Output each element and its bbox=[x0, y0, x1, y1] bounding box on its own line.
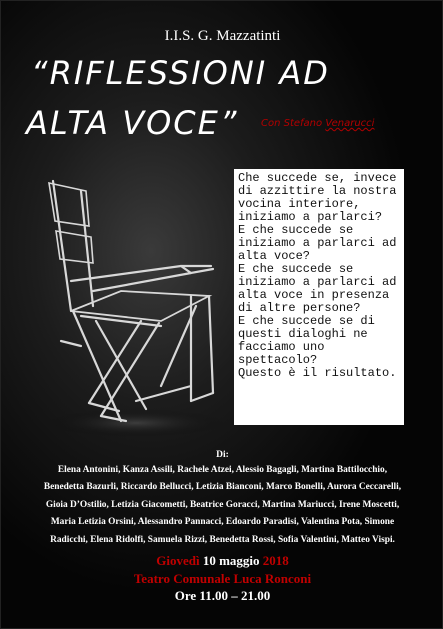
cast-line: Radicchi, Elena Ridolfi, Samuela Rizzi, Benedetta Rossi, Sofia Valentini, Matteo Vispi. bbox=[50, 534, 395, 545]
title-line-2: ALTA VOCE” bbox=[26, 104, 239, 142]
school-name: I.I.S. G. Mazzatinti bbox=[164, 28, 281, 44]
cast-line: Elena Antonini, Kanza Assili, Rachele Atzei, Alessio Bagagli, Martina Battilocchio, bbox=[57, 465, 388, 475]
cast-line: Maria Letizia Orsini, Alessandro Pannacci, Edoardo Paradisi, Valentina Pota, Simone bbox=[50, 517, 395, 528]
cast-line: Gioia D’Ostilio, Letizia Giacometti, Beatrice Goracci, Martina Mariucci, Irene Moscetti, bbox=[45, 499, 400, 510]
event-time: Ore 11.00 – 21.00 bbox=[174, 588, 271, 603]
description-textbox: Che succede se, invece di azzittire la nostra vocina interiore, iniziamo a parlarci? E che succede se iniziamo a parlarci ad alta voce? E che succede se iniziamo a parlarci ad alta voce in presenza di altre persone? E che succede se di questi dialoghi ne facciamo uno spettacolo? Questo è il risultato. bbox=[234, 169, 404, 425]
title-line-1: “RIFLESSIONI AD bbox=[31, 54, 330, 92]
cast-list bbox=[11, 462, 434, 549]
credits-label: Di: bbox=[216, 450, 229, 460]
event-venue: Teatro Comunale Luca Ronconi bbox=[133, 571, 312, 586]
event-year: 2018 bbox=[262, 553, 289, 568]
directors-chair-image bbox=[41, 171, 231, 441]
with-prefix: Con Stefano bbox=[261, 118, 326, 129]
with-surname: Venarucci bbox=[325, 118, 375, 129]
cast-line: Benedetta Bazurli, Riccardo Bellucci, Letizia Bianconi, Marco Bonelli, Aurora Ceccarelli, bbox=[43, 482, 402, 493]
event-date bbox=[1, 553, 443, 569]
event-date-text: 10 maggio bbox=[202, 553, 263, 568]
event-day: Giovedì bbox=[156, 553, 203, 568]
with-credit bbox=[261, 118, 374, 129]
